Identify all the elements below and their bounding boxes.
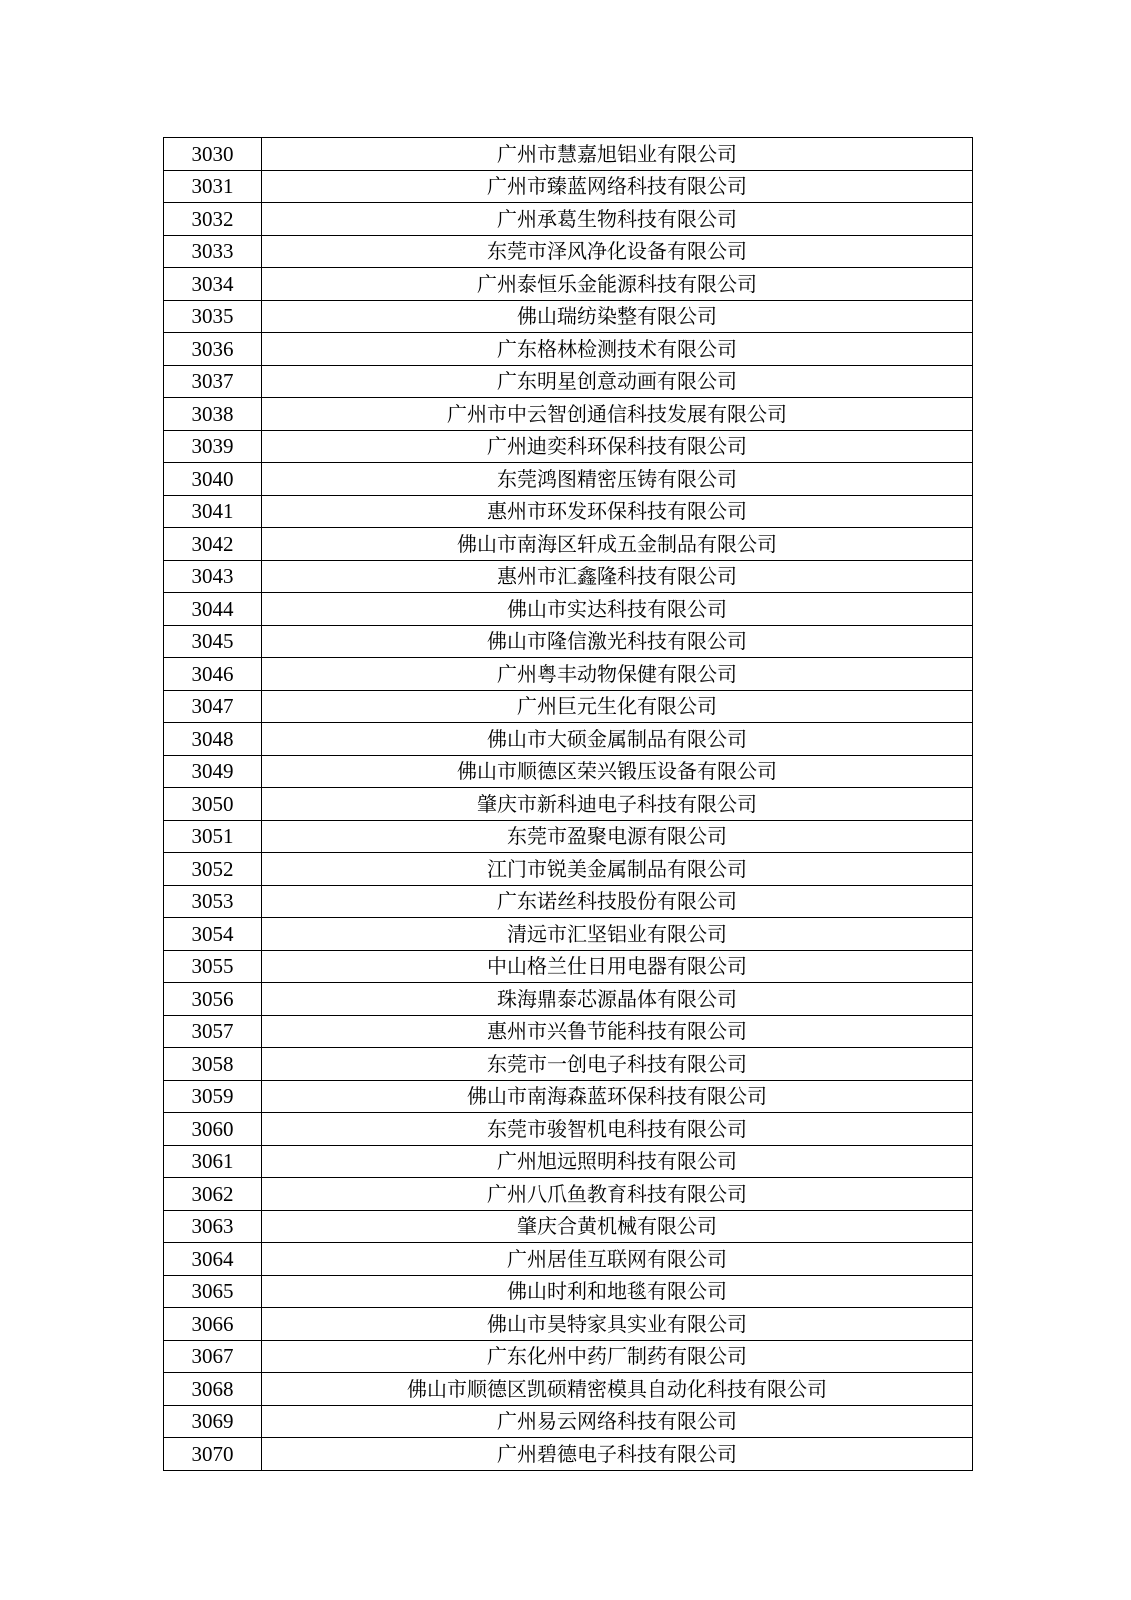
table-row [164, 853, 973, 886]
company-name-cell: 佛山市实达科技有限公司 [262, 593, 973, 626]
company-name-cell: 佛山瑞纺染整有限公司 [262, 300, 973, 333]
company-name-cell: 中山格兰仕日用电器有限公司 [262, 950, 973, 983]
row-number-cell: 3034 [164, 268, 262, 301]
row-number-cell: 3033 [164, 235, 262, 268]
table-row [164, 300, 973, 333]
row-number-cell: 3052 [164, 853, 262, 886]
table-row [164, 1048, 973, 1081]
table-row [164, 788, 973, 821]
company-name-cell: 惠州市汇鑫隆科技有限公司 [262, 560, 973, 593]
table-row [164, 983, 973, 1016]
row-number-cell: 3065 [164, 1275, 262, 1308]
company-name-cell: 广州旭远照明科技有限公司 [262, 1145, 973, 1178]
table-row [164, 170, 973, 203]
company-name-cell: 东莞市一创电子科技有限公司 [262, 1048, 973, 1081]
row-number-cell: 3030 [164, 138, 262, 171]
company-name-cell: 肇庆合黄机械有限公司 [262, 1210, 973, 1243]
row-number-cell: 3051 [164, 820, 262, 853]
table-row [164, 723, 973, 756]
table-row [164, 885, 973, 918]
company-name-cell: 广州碧德电子科技有限公司 [262, 1438, 973, 1471]
table-row [164, 560, 973, 593]
row-number-cell: 3035 [164, 300, 262, 333]
table-row [164, 658, 973, 691]
table-row [164, 268, 973, 301]
row-number-cell: 3059 [164, 1080, 262, 1113]
table-row [164, 690, 973, 723]
table-row [164, 1015, 973, 1048]
company-name-cell: 江门市锐美金属制品有限公司 [262, 853, 973, 886]
table-row [164, 365, 973, 398]
company-name-cell: 广州居佳互联网有限公司 [262, 1243, 973, 1276]
row-number-cell: 3060 [164, 1113, 262, 1146]
row-number-cell: 3045 [164, 625, 262, 658]
company-name-cell: 佛山市南海区轩成五金制品有限公司 [262, 528, 973, 561]
row-number-cell: 3038 [164, 398, 262, 431]
row-number-cell: 3054 [164, 918, 262, 951]
row-number-cell: 3055 [164, 950, 262, 983]
row-number-cell: 3064 [164, 1243, 262, 1276]
table-row [164, 495, 973, 528]
company-name-cell: 广州迪奕科环保科技有限公司 [262, 430, 973, 463]
row-number-cell: 3063 [164, 1210, 262, 1243]
table-row [164, 625, 973, 658]
row-number-cell: 3048 [164, 723, 262, 756]
table-row [164, 918, 973, 951]
table-row [164, 1340, 973, 1373]
table-row [164, 1210, 973, 1243]
row-number-cell: 3066 [164, 1308, 262, 1341]
row-number-cell: 3041 [164, 495, 262, 528]
company-name-cell: 佛山时利和地毯有限公司 [262, 1275, 973, 1308]
table-row [164, 950, 973, 983]
table-row [164, 820, 973, 853]
row-number-cell: 3069 [164, 1405, 262, 1438]
company-name-cell: 东莞鸿图精密压铸有限公司 [262, 463, 973, 496]
row-number-cell: 3032 [164, 203, 262, 236]
row-number-cell: 3031 [164, 170, 262, 203]
table-row [164, 1275, 973, 1308]
table-row [164, 203, 973, 236]
table-row [164, 528, 973, 561]
company-name-cell: 佛山市顺德区荣兴锻压设备有限公司 [262, 755, 973, 788]
table-body [164, 138, 973, 1471]
company-name-cell: 佛山市南海森蓝环保科技有限公司 [262, 1080, 973, 1113]
company-name-cell: 广州易云网络科技有限公司 [262, 1405, 973, 1438]
row-number-cell: 3061 [164, 1145, 262, 1178]
table-row [164, 1145, 973, 1178]
company-name-cell: 广东明星创意动画有限公司 [262, 365, 973, 398]
company-name-cell: 清远市汇坚铝业有限公司 [262, 918, 973, 951]
company-name-cell: 佛山市大硕金属制品有限公司 [262, 723, 973, 756]
table-row [164, 755, 973, 788]
row-number-cell: 3058 [164, 1048, 262, 1081]
company-name-cell: 佛山市隆信激光科技有限公司 [262, 625, 973, 658]
row-number-cell: 3040 [164, 463, 262, 496]
row-number-cell: 3046 [164, 658, 262, 691]
company-name-cell: 广州八爪鱼教育科技有限公司 [262, 1178, 973, 1211]
company-name-cell: 广东格林检测技术有限公司 [262, 333, 973, 366]
company-name-cell: 广州粤丰动物保健有限公司 [262, 658, 973, 691]
row-number-cell: 3070 [164, 1438, 262, 1471]
table-row [164, 430, 973, 463]
company-name-cell: 肇庆市新科迪电子科技有限公司 [262, 788, 973, 821]
table-row [164, 1113, 973, 1146]
table-row [164, 1243, 973, 1276]
table-row [164, 1080, 973, 1113]
table-row [164, 593, 973, 626]
company-name-cell: 广州承葛生物科技有限公司 [262, 203, 973, 236]
table-row [164, 333, 973, 366]
row-number-cell: 3057 [164, 1015, 262, 1048]
company-name-cell: 广州市臻蓝网络科技有限公司 [262, 170, 973, 203]
table-row [164, 235, 973, 268]
company-name-cell: 珠海鼎泰芯源晶体有限公司 [262, 983, 973, 1016]
row-number-cell: 3037 [164, 365, 262, 398]
company-name-cell: 广州市慧嘉旭铝业有限公司 [262, 138, 973, 171]
row-number-cell: 3036 [164, 333, 262, 366]
company-name-cell: 惠州市兴鲁节能科技有限公司 [262, 1015, 973, 1048]
row-number-cell: 3056 [164, 983, 262, 1016]
table-row [164, 138, 973, 171]
table-row [164, 1373, 973, 1406]
company-name-cell: 惠州市环发环保科技有限公司 [262, 495, 973, 528]
company-name-cell: 东莞市泽风净化设备有限公司 [262, 235, 973, 268]
row-number-cell: 3047 [164, 690, 262, 723]
company-name-cell: 东莞市盈聚电源有限公司 [262, 820, 973, 853]
company-name-cell: 东莞市骏智机电科技有限公司 [262, 1113, 973, 1146]
company-name-cell: 佛山市顺德区凯硕精密模具自动化科技有限公司 [262, 1373, 973, 1406]
table-row [164, 1308, 973, 1341]
company-name-cell: 广东诺丝科技股份有限公司 [262, 885, 973, 918]
table-row [164, 463, 973, 496]
table-row [164, 1405, 973, 1438]
table-row [164, 398, 973, 431]
row-number-cell: 3050 [164, 788, 262, 821]
row-number-cell: 3067 [164, 1340, 262, 1373]
table-row [164, 1178, 973, 1211]
company-name-cell: 广东化州中药厂制药有限公司 [262, 1340, 973, 1373]
row-number-cell: 3042 [164, 528, 262, 561]
company-name-cell: 佛山市昊特家具实业有限公司 [262, 1308, 973, 1341]
row-number-cell: 3049 [164, 755, 262, 788]
company-name-cell: 广州市中云智创通信科技发展有限公司 [262, 398, 973, 431]
row-number-cell: 3039 [164, 430, 262, 463]
company-list-table [163, 137, 973, 1471]
table-row [164, 1438, 973, 1471]
row-number-cell: 3068 [164, 1373, 262, 1406]
row-number-cell: 3062 [164, 1178, 262, 1211]
row-number-cell: 3053 [164, 885, 262, 918]
company-name-cell: 广州泰恒乐金能源科技有限公司 [262, 268, 973, 301]
company-name-cell: 广州巨元生化有限公司 [262, 690, 973, 723]
row-number-cell: 3044 [164, 593, 262, 626]
row-number-cell: 3043 [164, 560, 262, 593]
